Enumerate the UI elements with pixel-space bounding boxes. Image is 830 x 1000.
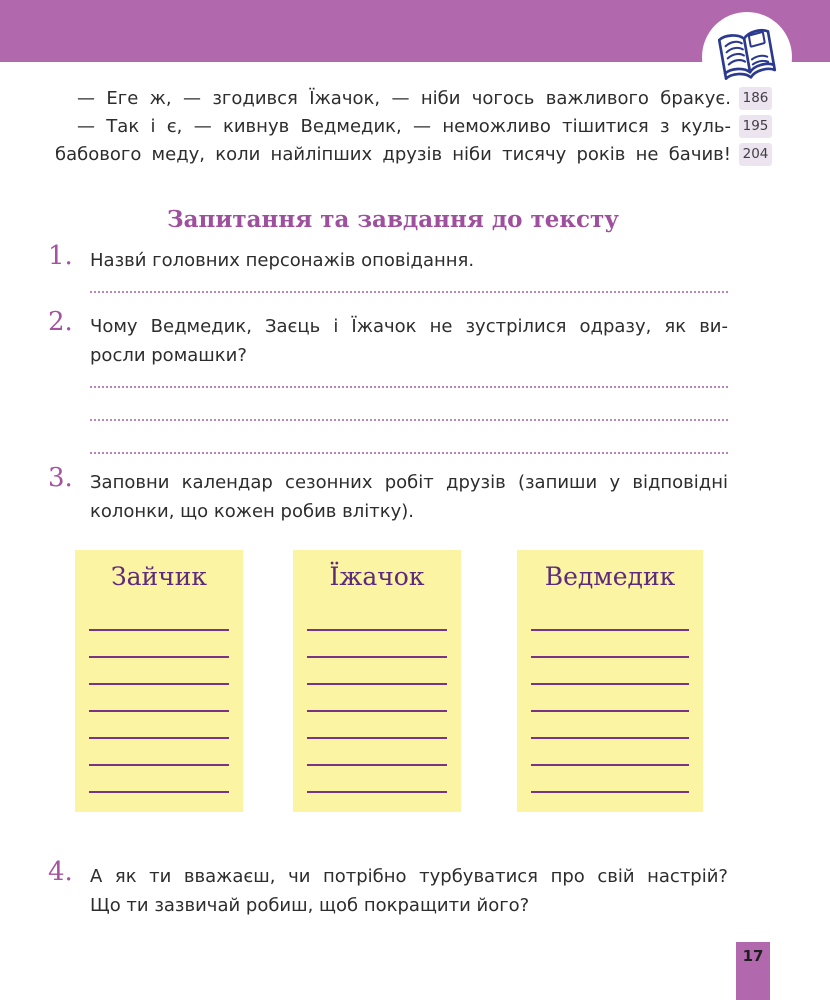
passage-line [55,84,772,112]
question-text: Заповни календар сезонних робіт друзів (запиши у відповідні [90,472,728,493]
question-number: 3. [48,463,73,493]
write-line [531,631,689,658]
question-text: колонки, що кожен робив влітку). [90,501,414,522]
question-4 [48,857,728,920]
passage-text: — Еге ж, — згодився Їжачок, — ніби чогось важливого бракує. [77,87,731,109]
write-line [89,685,229,712]
question-2 [48,307,728,454]
line-number-badge: 186 [739,87,772,110]
write-line [531,658,689,685]
write-line [307,604,447,631]
page-number: 17 [742,947,764,965]
reading-passage [55,84,772,168]
line-number-badge: 195 [739,115,772,138]
calendar-column-title: Зайчик [111,562,207,591]
seasonal-calendar [75,550,703,812]
calendar-write-area [307,604,447,793]
calendar-column-title: Їжачок [329,562,425,591]
write-line [531,739,689,766]
section-title: Запитання та завдання до тексту [167,206,619,233]
answer-line [90,421,728,454]
write-line [89,739,229,766]
question-number: 4. [48,857,73,887]
write-line [89,658,229,685]
write-line [89,631,229,658]
calendar-write-area [89,604,229,793]
write-line [307,766,447,793]
question-text: Що ти зазвичай робиш, щоб покращити його? [90,895,530,916]
page-number-tab [736,942,770,1000]
write-line [531,604,689,631]
write-line [307,658,447,685]
passage-line [55,112,772,140]
question-number: 2. [48,307,73,337]
question-text: А як ти вважаєш, чи потрібно турбуватися про свій настрій? [90,866,728,887]
answer-line [90,275,728,293]
passage-line [55,140,772,168]
calendar-column-title: Ведмедик [544,562,676,591]
answer-line [90,370,728,388]
write-line [307,712,447,739]
open-book-icon [714,22,780,92]
question-text: Чому Ведмедик, Заєць і Їжачок не зустрілися одразу, як ви- [90,316,728,337]
write-line [307,631,447,658]
write-line [89,766,229,793]
line-number-badge: 204 [739,143,772,166]
calendar-column-vedmedyk [517,550,703,812]
calendar-column-izhachok [293,550,461,812]
write-line [89,712,229,739]
write-line [307,685,447,712]
write-line [531,712,689,739]
write-line [307,739,447,766]
question-3 [48,463,728,526]
write-line [89,604,229,631]
answer-line [90,388,728,421]
question-number: 1. [48,241,73,271]
calendar-write-area [531,604,689,793]
write-line [531,685,689,712]
passage-text: бабового меду, коли найліпших друзів ніби тисячу років не бачив! [55,143,731,165]
question-text: Назви́ головних персонажів оповідання. [90,250,475,271]
write-line [531,766,689,793]
calendar-column-zaichyk [75,550,243,812]
question-1 [48,241,728,293]
passage-text: — Так і є, — кивнув Ведмедик, — неможливо тішитися з куль- [77,115,731,137]
question-text: росли ромашки? [90,345,247,366]
